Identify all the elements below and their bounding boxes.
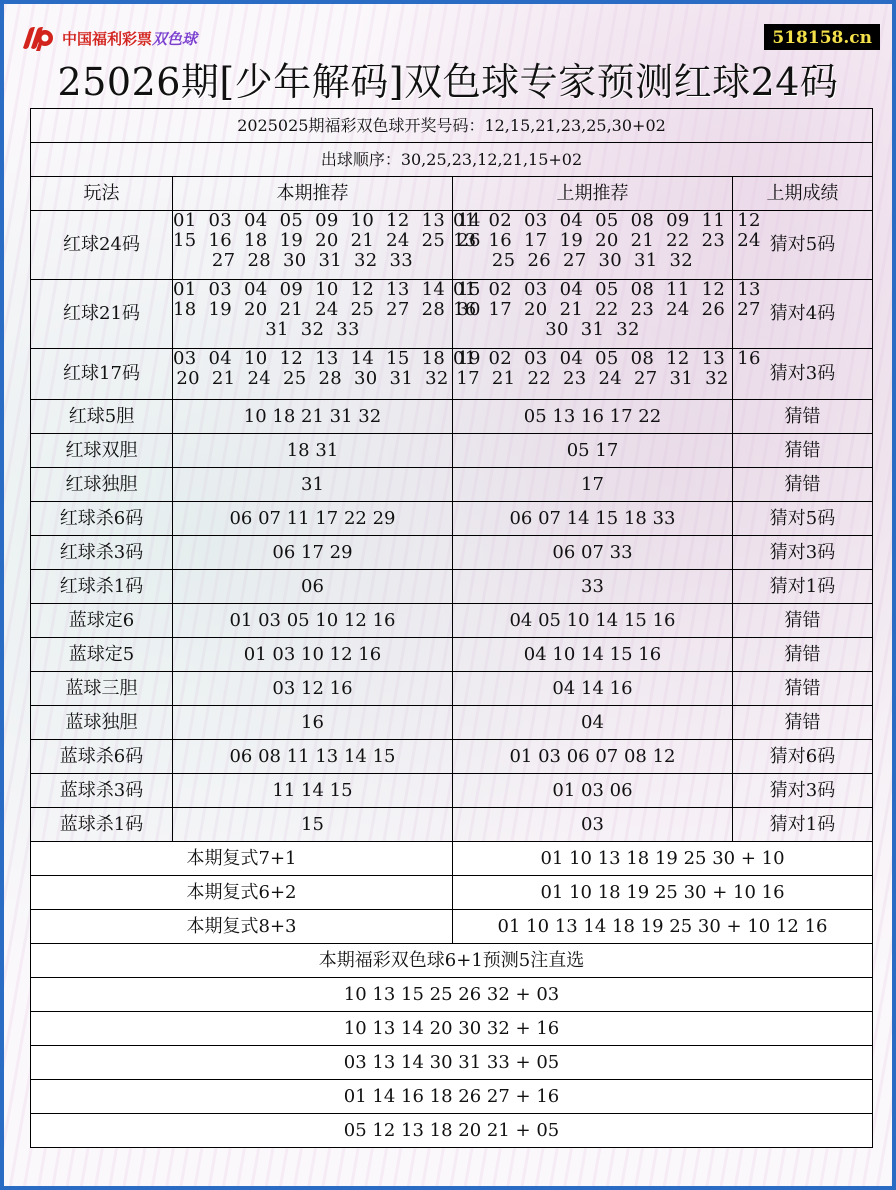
previous-result: 猜对4码 [733,280,873,349]
current-picks: 31 [173,468,453,502]
row-label: 蓝球杀1码 [31,808,173,842]
table-row [31,672,873,706]
row-label: 红球杀1码 [31,570,173,604]
direct-picks-title: 本期福彩双色球6+1预测5注直选 [31,944,873,978]
previous-picks [453,279,761,349]
num-line: 27 28 30 31 32 33 [211,250,414,271]
previous-picks [453,348,761,400]
compound-label: 本期复式7+1 [31,842,453,876]
num-line: 30 31 32 [545,319,640,340]
table-row [31,211,873,280]
table-row [31,774,873,808]
num-line: 01 03 04 09 10 12 13 14 15 [173,279,481,300]
compound-value: 01 10 13 14 18 19 25 30 + 10 12 16 [453,910,873,944]
direct-pick: 10 13 14 20 30 32 + 16 [31,1012,873,1046]
num-line: 18 19 20 21 24 25 27 28 30 [173,299,481,320]
previous-picks: 05 17 [453,434,733,468]
current-picks: 10 18 21 31 32 [173,400,453,434]
previous-picks: 17 [453,468,733,502]
table-row [31,570,873,604]
num-line: 17 21 22 23 24 27 31 32 [456,368,729,389]
previous-picks: 01 03 06 [453,774,733,808]
previous-picks: 04 14 16 [453,672,733,706]
logo-text [62,28,197,49]
current-picks: 03 12 16 [173,672,453,706]
current-picks: 15 [173,808,453,842]
current-picks [173,279,481,349]
table-row [31,638,873,672]
table-row [31,349,873,400]
previous-result: 猜错 [733,638,873,672]
direct-pick: 05 12 13 18 20 21 + 05 [31,1114,873,1148]
row-label: 红球双胆 [31,434,173,468]
row-label: 红球5胆 [31,400,173,434]
current-picks: 06 08 11 13 14 15 [173,740,453,774]
previous-picks: 04 10 14 15 16 [453,638,733,672]
table-row [31,604,873,638]
direct-pick: 10 13 15 25 26 32 + 03 [31,978,873,1012]
table-row [31,808,873,842]
row-label: 蓝球定6 [31,604,173,638]
table-row [31,502,873,536]
previous-result: 猜错 [733,434,873,468]
table-row [31,740,873,774]
table-header [31,177,873,211]
draw-order: 出球顺序：30,25,23,12,21,15+02 [31,143,873,177]
current-picks: 01 03 10 12 16 [173,638,453,672]
table-row [31,400,873,434]
row-label: 红球独胆 [31,468,173,502]
site-domain-badge: 518158.cn [764,24,880,50]
current-picks: 11 14 15 [173,774,453,808]
compound-value: 01 10 18 19 25 30 + 10 16 [453,876,873,910]
row-label: 红球杀6码 [31,502,173,536]
current-picks [173,210,481,280]
compound-row [31,910,873,944]
previous-picks [453,210,761,280]
previous-result: 猜对5码 [733,502,873,536]
table-row [31,280,873,349]
num-line: 01 02 03 04 05 08 12 13 16 [453,348,761,369]
num-line: 25 26 27 30 31 32 [491,250,694,271]
row-label: 红球17码 [31,349,173,400]
column-header-method: 玩法 [31,177,173,211]
table-row [31,434,873,468]
draw-result: 2025025期福彩双色球开奖号码：12,15,21,23,25,30+02 [31,109,873,143]
row-label: 蓝球杀3码 [31,774,173,808]
current-picks: 06 [173,570,453,604]
previous-result: 猜对3码 [733,536,873,570]
compound-row [31,842,873,876]
num-line: 01 03 04 05 09 10 12 13 14 [173,210,481,231]
column-header-result: 上期成绩 [733,177,873,211]
compound-row [31,876,873,910]
num-line: 16 17 20 21 22 23 24 26 27 [453,299,761,320]
logo-text-welfare: 中国福利彩票 [62,29,153,48]
previous-result: 猜对3码 [733,349,873,400]
previous-result: 猜对1码 [733,808,873,842]
previous-result: 猜对6码 [733,740,873,774]
row-label: 红球21码 [31,280,173,349]
num-line: 15 16 18 19 20 21 24 25 26 [173,230,481,251]
page-title: 25026期[少年解码]双色球专家预测红球24码 [57,60,839,104]
lottery-logo-icon [20,24,56,52]
previous-picks: 01 03 06 07 08 12 [453,740,733,774]
previous-picks: 04 [453,706,733,740]
previous-result: 猜对3码 [733,774,873,808]
table-row [31,468,873,502]
page-frame [4,4,892,1186]
previous-picks: 04 05 10 14 15 16 [453,604,733,638]
previous-picks: 05 13 16 17 22 [453,400,733,434]
row-label: 蓝球杀6码 [31,740,173,774]
logo-text-ssq: 双色球 [152,29,198,48]
previous-result: 猜错 [733,706,873,740]
num-line: 13 16 17 19 20 21 22 23 24 [453,230,761,251]
current-picks [173,348,481,400]
row-label: 红球24码 [31,211,173,280]
compound-label: 本期复式6+2 [31,876,453,910]
row-label: 蓝球三胆 [31,672,173,706]
previous-picks: 06 07 33 [453,536,733,570]
previous-picks: 06 07 14 15 18 33 [453,502,733,536]
current-picks: 06 17 29 [173,536,453,570]
welfare-lottery-logo [20,22,197,54]
previous-result: 猜错 [733,604,873,638]
column-header-previous: 上期推荐 [453,177,733,211]
current-picks: 18 31 [173,434,453,468]
direct-pick: 03 13 14 30 31 33 + 05 [31,1046,873,1080]
direct-pick: 01 14 16 18 26 27 + 16 [31,1080,873,1114]
row-label: 蓝球定5 [31,638,173,672]
row-label: 蓝球独胆 [31,706,173,740]
prediction-table [30,108,873,1148]
column-header-current: 本期推荐 [173,177,453,211]
previous-result: 猜对1码 [733,570,873,604]
table-row [31,706,873,740]
current-picks: 16 [173,706,453,740]
compound-label: 本期复式8+3 [31,910,453,944]
num-line: 20 21 24 25 28 30 31 32 [176,368,449,389]
previous-result: 猜错 [733,400,873,434]
previous-picks: 03 [453,808,733,842]
num-line: 03 04 10 12 13 14 15 18 19 [173,348,481,369]
previous-result: 猜错 [733,672,873,706]
num-line: 01 02 03 04 05 08 09 11 12 [453,210,761,231]
previous-result: 猜错 [733,468,873,502]
num-line: 01 02 03 04 05 08 11 12 13 [453,279,761,300]
row-label: 红球杀3码 [31,536,173,570]
current-picks: 06 07 11 17 22 29 [173,502,453,536]
compound-value: 01 10 13 18 19 25 30 + 10 [453,842,873,876]
current-picks: 01 03 05 10 12 16 [173,604,453,638]
num-line: 31 32 33 [265,319,360,340]
previous-result: 猜对5码 [733,211,873,280]
table-row [31,536,873,570]
previous-picks: 33 [453,570,733,604]
